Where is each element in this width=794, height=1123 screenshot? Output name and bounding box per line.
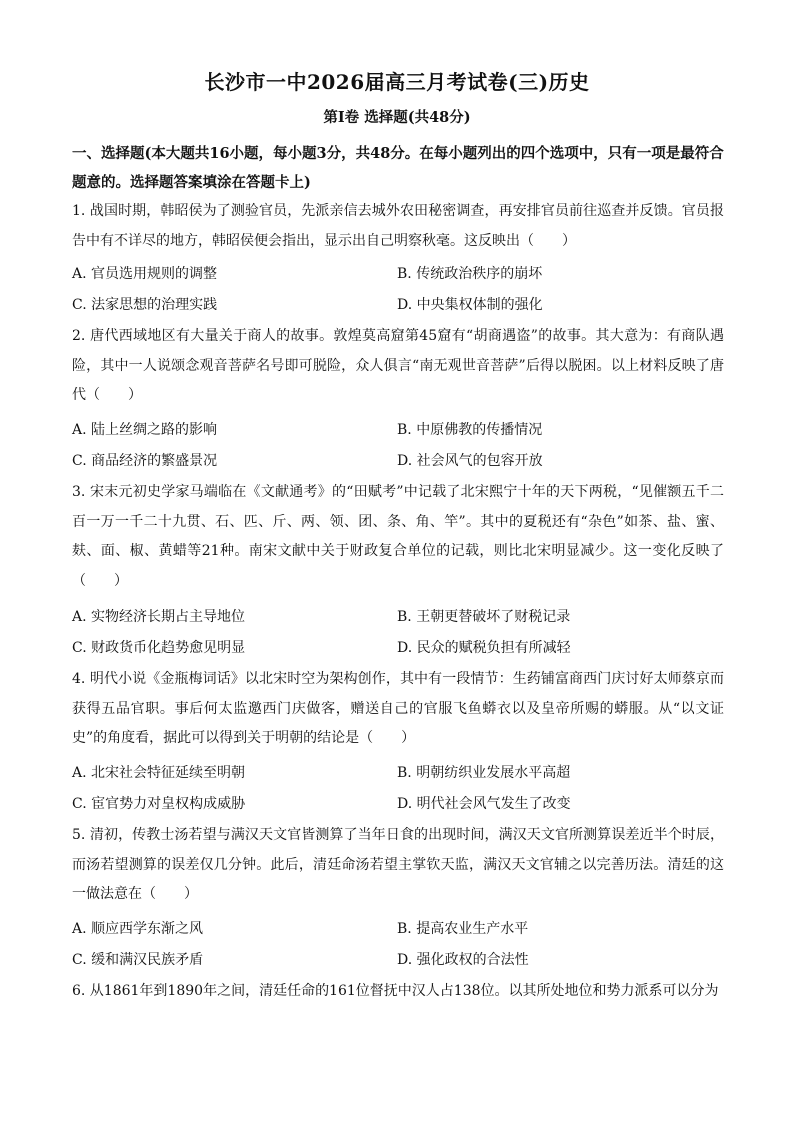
question-1-option-b: B. 传统政治秩序的崩坏	[397, 266, 543, 282]
question-4-stem: 4. 明代小说《金瓶梅词话》以北宋时空为架构创作，其中有一段情节：生药铺富商西门庆讨好太师蔡京而获得五品官职。事后何太监邀西门庆做客，赠送自己的官服飞鱼蟒衣以及皇帝所赐的蟒服。从“以文证史”的角度看，据此可以得到关于明朝的结论是（ ）	[72, 671, 724, 746]
question-4-option-d: D. 明代社会风气发生了改变	[397, 796, 571, 812]
exam-title: 长沙市一中2026届高三月考试卷(三)历史	[204, 70, 590, 94]
question-4-option-b: B. 明朝纺织业发展水平高超	[397, 765, 571, 781]
question-4-option-a: A. 北宋社会特征延续至明朝	[72, 765, 246, 781]
question-6-stem: 6. 从1861年到1890年之间，清廷任命的161位督抚中汉人占138位。以其所处地位和势力派系可以分为	[72, 983, 719, 999]
question-2-stem: 2. 唐代西域地区有大量关于商人的故事。敦煌莫高窟第45窟有“胡商遇盗”的故事。其大意为：有商队遇险，其中一人说颂念观音菩萨名号即可脱险，众人俱言“南无观世音菩萨”后得以脱困。以上材料反映了唐代（ ）	[72, 328, 724, 403]
part-subtitle: 第Ⅰ卷 选择题(共48分)	[323, 109, 471, 126]
question-5-option-b: B. 提高农业生产水平	[397, 921, 529, 937]
question-3-option-b: B. 王朝更替破坏了财税记录	[397, 609, 571, 625]
question-3-option-c: C. 财政货币化趋势愈见明显	[72, 640, 246, 656]
question-4-option-c: C. 宦官势力对皇权构成威胁	[72, 796, 246, 812]
question-2-option-b: B. 中原佛教的传播情况	[397, 422, 543, 438]
question-1-stem: 1. 战国时期，韩昭侯为了测验官员，先派亲信去城外农田秘密调查，再安排官员前往巡查并反馈。官员报告中有不详尽的地方，韩昭侯便会指出，显示出自己明察秋毫。这反映出（ ）	[72, 203, 724, 249]
question-5-stem: 5. 清初，传教士汤若望与满汉天文官皆测算了当年日食的出现时间，满汉天文官所测算误差近半个时辰，而汤若望测算的误差仅几分钟。此后，清廷命汤若望主掌钦天监，满汉天文官辅之以完善历法。清廷的这一做法意在（ ）	[72, 827, 724, 902]
question-3-stem: 3. 宋末元初史学家马端临在《文献通考》的“田赋考”中记载了北宋熙宁十年的天下两税，“见催额五千二百一万一千二十九贯、石、匹、斤、两、领、团、条、角、竿”。其中的夏税还有“杂色”如茶、盐、蜜、麸、面、椒、黄蜡等21种。南宋文献中关于财政复合单位的记载，则比北宋明显减少。这一变化反映了（ ）	[72, 484, 724, 589]
question-5-option-a: A. 顺应西学东渐之风	[72, 921, 204, 937]
question-1-option-d: D. 中央集权体制的强化	[397, 297, 543, 313]
question-2-option-d: D. 社会风气的包容开放	[397, 453, 543, 469]
question-1-option-a: A. 官员选用规则的调整	[72, 266, 218, 282]
section-heading: 一、选择题(本大题共16小题，每小题3分，共48分。在每小题列出的四个选项中，只有一项是最符合题意的。选择题答案填涂在答题卡上)	[72, 145, 724, 191]
question-5-option-c: C. 缓和满汉民族矛盾	[72, 952, 204, 968]
question-1-option-c: C. 法家思想的治理实践	[72, 297, 218, 313]
question-2-option-c: C. 商品经济的繁盛景况	[72, 453, 218, 469]
question-5-option-d: D. 强化政权的合法性	[397, 952, 529, 968]
question-3-option-a: A. 实物经济长期占主导地位	[72, 609, 246, 625]
question-2-option-a: A. 陆上丝绸之路的影响	[72, 422, 218, 438]
question-3-option-d: D. 民众的赋税负担有所减轻	[397, 640, 571, 656]
